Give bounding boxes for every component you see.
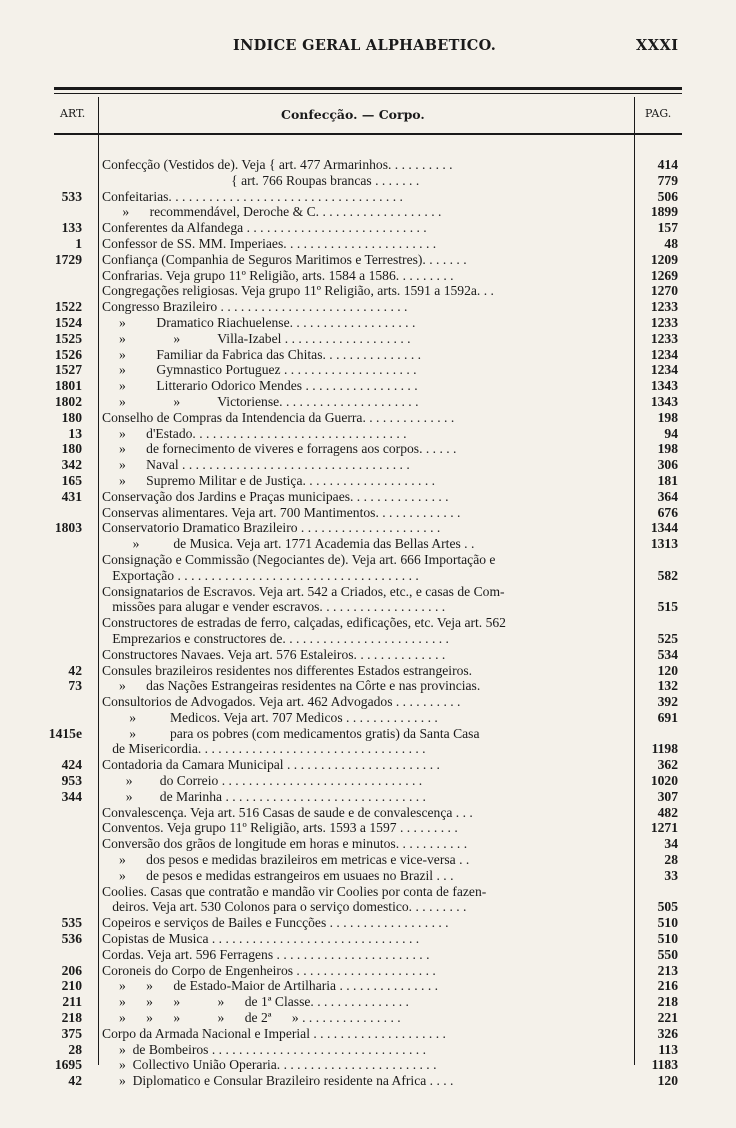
entry-text: » Familiar da Fabrica das Chitas. . . . . . . . . . . . . . . [102,346,422,362]
index-entry [0,978,736,994]
index-entry [0,236,736,252]
index-entry [0,773,736,789]
entry-art-number: 536 [61,931,82,947]
entry-page: 326 [657,1025,678,1041]
entry-page: 525 [657,630,678,646]
entry-text: » do Correio . . . . . . . . . . . . . . . . . . . . . . . . . . . . . . [102,773,423,789]
index-entry [0,599,736,615]
entry-text: » » » » de 2ª » . . . . . . . . . . . . . . . [102,1010,401,1026]
entry-page: 28 [664,852,678,868]
index-entry [0,173,736,189]
entry-text: Consignatarios de Escravos. Veja art. 542 a Criados, etc., e casas de Com- [102,583,505,599]
entry-page: 505 [657,899,678,915]
index-entry [0,489,736,505]
entry-page: 113 [658,1041,678,1057]
entry-page: 218 [657,994,678,1010]
entry-text: Congregações religiosas. Veja grupo 11º Religião, arts. 1591 a 1592a. . . [102,283,494,299]
index-entry [0,836,736,852]
index-entry [0,1042,736,1058]
index-entry [0,994,736,1010]
entry-page: 1233 [650,330,678,346]
entry-text: » » Victoriense. . . . . . . . . . . . . . . . . . . . . [102,393,419,409]
entry-text: de Misericordia. . . . . . . . . . . . . . . . . . . . . . . . . . . . . . . . . . [102,741,426,757]
entry-art-number: 133 [61,220,82,236]
top-rule-thick [54,87,682,90]
entry-art-number: 1803 [54,520,82,536]
entry-art-number: 1801 [54,378,82,394]
entry-text: » » de Estado-Maior de Artilharia . . . . . . . . . . . . . . . [102,978,439,994]
entry-page: 550 [657,946,678,962]
entry-page: 1343 [650,378,678,394]
entry-page: 364 [657,488,678,504]
index-entry [0,963,736,979]
entry-text: » Naval . . . . . . . . . . . . . . . . . . . . . . . . . . . . . . . . . . [102,457,410,473]
entry-text: » d'Estado. . . . . . . . . . . . . . . . . . . . . . . . . . . . . . . . [102,425,407,441]
entry-text: Conversão dos grãos de longitude em horas e minutos. . . . . . . . . . . [102,836,468,852]
entry-art-number: 1802 [54,393,82,409]
entry-art-number: 953 [61,773,82,789]
entry-page: 414 [657,157,678,172]
entry-page: 306 [657,457,678,473]
entry-page: 94 [664,425,678,441]
index-entry [0,884,736,900]
index-entry [0,631,736,647]
entry-text: Confessor de SS. MM. Imperiaes. . . . . . . . . . . . . . . . . . . . . . . [102,235,437,251]
entry-text: » das Nações Estrangeiras residentes na Côrte e nas provincias. [102,678,481,694]
entry-text: Constructores de estradas de ferro, calçadas, edificações, etc. Veja art. 562 [102,615,506,631]
entry-text: Confeitarias. . . . . . . . . . . . . . . . . . . . . . . . . . . . . . . . . . . [102,188,403,204]
index-entry [0,157,736,173]
index-entry [0,252,736,268]
entry-page: 534 [657,646,678,662]
entry-page: 1899 [650,204,678,220]
index-entry [0,1057,736,1073]
entry-art-number: 218 [61,1010,82,1026]
index-list [0,157,736,1089]
entry-text: » » » » de 1ª Classe. . . . . . . . . . . . . . . [102,994,409,1010]
index-entry [0,457,736,473]
entry-page: 1234 [650,346,678,362]
entry-text: » recommendável, Deroche & C. . . . . . . . . . . . . . . . . . . [102,204,442,220]
entry-page: 362 [657,757,678,773]
index-entry [0,299,736,315]
entry-text: » Litterario Odorico Mendes . . . . . . . . . . . . . . . . . [102,378,418,394]
entry-page: 1020 [650,773,678,789]
column-header-art: ART. [60,107,86,120]
entry-art-number: 13 [68,425,82,441]
index-entry [0,1026,736,1042]
entry-page: 582 [657,567,678,583]
index-entry [0,899,736,915]
entry-page: 181 [657,472,678,488]
index-entry [0,268,736,284]
index-entry [0,663,736,679]
index-entry [0,1010,736,1026]
index-entry [0,283,736,299]
entry-text: » dos pesos e medidas brazileiros em metricas e vice-versa . . [102,852,470,868]
index-entry [0,378,736,394]
index-entry [0,915,736,931]
entry-text: Conselho de Compras da Intendencia da Guerra. . . . . . . . . . . . . . [102,409,455,425]
entry-art-number: 73 [68,678,82,694]
entry-page: 779 [657,172,678,188]
entry-text: Conventos. Veja grupo 11º Religião, arts. 1593 a 1597 . . . . . . . . . [102,820,458,836]
entry-text: Emprezarios e constructores de. . . . . . . . . . . . . . . . . . . . . . . . . [102,630,449,646]
index-entry [0,568,736,584]
index-entry [0,189,736,205]
index-entry [0,204,736,220]
top-rule-thin [54,93,682,94]
entry-text: » Diplomatico e Consular Brazileiro residente na Africa . . . . [102,1073,454,1089]
index-entry [0,362,736,378]
entry-art-number: 424 [61,757,82,773]
entry-page: 157 [657,220,678,236]
entry-page: 1233 [650,314,678,330]
entry-art-number: 1695 [54,1057,82,1073]
entry-page: 510 [657,915,678,931]
entry-text: Confrarias. Veja grupo 11º Religião, arts. 1584 a 1586. . . . . . . . . [102,267,454,283]
entry-page: 510 [657,931,678,947]
index-entry [0,220,736,236]
index-entry [0,1073,736,1089]
entry-art-number: 180 [61,409,82,425]
entry-page: 1343 [650,393,678,409]
entry-art-number: 533 [61,188,82,204]
entry-art-number: 1522 [54,299,82,315]
index-entry [0,584,736,600]
entry-page: 1269 [650,267,678,283]
index-entry [0,868,736,884]
entry-page: 1344 [650,520,678,536]
entry-page: 1313 [650,536,678,552]
entry-page: 515 [657,599,678,615]
entry-text: Copeiros e serviços de Bailes e Funcções . . . . . . . . . . . . . . . . . . [102,915,449,931]
entry-text: Consultorios de Advogados. Veja art. 462 Advogados . . . . . . . . . . [102,694,461,710]
index-entry [0,331,736,347]
entry-page: 34 [664,836,678,852]
index-entry [0,741,736,757]
entry-text: Confecção (Vestidos de). Veja { art. 477 Armarinhos. . . . . . . . . . [102,157,453,172]
entry-text: » de pesos e medidas estrangeiros em usuaes no Brazil . . . [102,867,454,883]
entry-page: 198 [657,441,678,457]
index-entry [0,473,736,489]
index-entry [0,552,736,568]
index-entry [0,410,736,426]
entry-page: 213 [657,962,678,978]
entry-text: Consules brazileiros residentes nos differentes Estados estrangeiros. [102,662,473,678]
entry-text: » de fornecimento de viveres e forragens aos corpos. . . . . . [102,441,457,457]
entry-art-number: 535 [61,915,82,931]
index-entry [0,694,736,710]
page-number: XXXI [636,37,679,54]
index-entry [0,789,736,805]
entry-art-number: 375 [61,1025,82,1041]
index-entry [0,520,736,536]
entry-page: 676 [657,504,678,520]
index-entry [0,931,736,947]
entry-text: Conservação dos Jardins e Praças municipaes. . . . . . . . . . . . . . . [102,488,449,504]
entry-art-number: 1729 [54,251,82,267]
entry-text: Corpo da Armada Nacional e Imperial . . . . . . . . . . . . . . . . . . . . [102,1025,446,1041]
entry-art-number: 211 [62,994,82,1010]
entry-page: 198 [657,409,678,425]
entry-art-number: 1525 [54,330,82,346]
entry-text: Copistas de Musica . . . . . . . . . . . . . . . . . . . . . . . . . . . . . . . [102,931,420,947]
entry-page: 482 [657,804,678,820]
index-entry [0,315,736,331]
index-entry [0,820,736,836]
entry-page: 216 [657,978,678,994]
entry-page: 1270 [650,283,678,299]
entry-text: » Medicos. Veja art. 707 Medicos . . . . . . . . . . . . . . [102,709,438,725]
entry-art-number: 1526 [54,346,82,362]
entry-art-number: 1 [75,235,82,251]
entry-page: 1233 [650,299,678,315]
entry-page: 506 [657,188,678,204]
entry-art-number: 210 [61,978,82,994]
entry-text: » de Marinha . . . . . . . . . . . . . . . . . . . . . . . . . . . . . . [102,788,426,804]
entry-text: Conferentes da Alfandega . . . . . . . . . . . . . . . . . . . . . . . . . . . [102,220,427,236]
entry-art-number: 206 [61,962,82,978]
entry-page: 1183 [651,1057,678,1073]
entry-text: { art. 766 Roupas brancas . . . . . . . [102,172,420,188]
index-entry [0,441,736,457]
entry-art-number: 344 [61,788,82,804]
entry-page: 1209 [650,251,678,267]
entry-page: 691 [657,709,678,725]
page-header [0,37,736,59]
entry-text: Conservatorio Dramatico Brazileiro . . . . . . . . . . . . . . . . . . . . . [102,520,441,536]
entry-text: » » Villa-Izabel . . . . . . . . . . . . . . . . . . . [102,330,411,346]
column-header-section: Confecção. — Corpo. [281,107,425,122]
index-entry [0,710,736,726]
index-entry [0,757,736,773]
entry-text: » Collectivo União Operaria. . . . . . . . . . . . . . . . . . . . . . . . [102,1057,437,1073]
entry-text: » Gymnastico Portuguez . . . . . . . . . . . . . . . . . . . . [102,362,417,378]
entry-page: 132 [657,678,678,694]
entry-text: Constructores Navaes. Veja art. 576 Estaleiros. . . . . . . . . . . . . . [102,646,446,662]
entry-text: Convalescença. Veja art. 516 Casas de saude e de convalescença . . . [102,804,473,820]
entry-text: Coolies. Casas que contratão e mandão vir Coolies por conta de fazen- [102,883,487,899]
entry-text: Consignação e Commissão (Negociantes de). Veja art. 666 Importação e [102,551,496,567]
index-entry [0,726,736,742]
entry-art-number: 42 [68,662,82,678]
entry-page: 120 [657,662,678,678]
entry-page: 1271 [650,820,678,836]
index-entry [0,647,736,663]
page-title: INDICE GERAL ALPHABETICO. [233,37,497,54]
entry-text: Exportação . . . . . . . . . . . . . . . . . . . . . . . . . . . . . . . . . . . . [102,567,419,583]
index-entry [0,615,736,631]
entry-text: Congresso Brazileiro . . . . . . . . . . . . . . . . . . . . . . . . . . . . [102,299,408,315]
entry-art-number: 431 [61,488,82,504]
entry-art-number: 1415e [48,725,82,741]
entry-art-number: 42 [68,1073,82,1089]
entry-text: » para os pobres (com medicamentos gratis) da Santa Casa [102,725,480,741]
index-entry [0,394,736,410]
index-entry [0,678,736,694]
column-header-pag: PAG. [645,107,672,120]
entry-text: deiros. Veja art. 530 Colonos para o serviço domestico. . . . . . . . . [102,899,467,915]
entry-text: missões para alugar e vender escravos. . . . . . . . . . . . . . . . . . . [102,599,446,615]
index-entry [0,347,736,363]
index-entry [0,805,736,821]
index-entry [0,426,736,442]
entry-page: 33 [664,867,678,883]
index-entry [0,947,736,963]
entry-art-number: 165 [61,472,82,488]
entry-page: 48 [664,235,678,251]
entry-text: Coroneis do Corpo de Engenheiros . . . . . . . . . . . . . . . . . . . . . [102,962,436,978]
entry-art-number: 180 [61,441,82,457]
entry-art-number: 1527 [54,362,82,378]
entry-text: » Supremo Militar e de Justiça. . . . . . . . . . . . . . . . . . . . [102,472,436,488]
entry-text: Conservas alimentares. Veja art. 700 Mantimentos. . . . . . . . . . . . . [102,504,461,520]
entry-text: Confiança (Companhia de Seguros Maritimos e Terrestres). . . . . . . [102,251,467,267]
entry-text: Contadoria da Camara Municipal . . . . . . . . . . . . . . . . . . . . . . . [102,757,440,773]
entry-page: 392 [657,694,678,710]
entry-text: » Dramatico Riachuelense. . . . . . . . . . . . . . . . . . . [102,314,416,330]
entry-art-number: 28 [68,1041,82,1057]
entry-text: » de Bombeiros . . . . . . . . . . . . . . . . . . . . . . . . . . . . . . . . [102,1041,426,1057]
index-entry [0,536,736,552]
entry-page: 1198 [651,741,678,757]
entry-page: 307 [657,788,678,804]
entry-text: Cordas. Veja art. 596 Ferragens . . . . . . . . . . . . . . . . . . . . . . . [102,946,430,962]
header-rule [54,133,682,135]
entry-page: 120 [657,1073,678,1089]
entry-text: » de Musica. Veja art. 1771 Academia das Bellas Artes . . [102,536,475,552]
entry-page: 1234 [650,362,678,378]
index-entry [0,505,736,521]
entry-art-number: 342 [61,457,82,473]
index-entry [0,852,736,868]
entry-page: 221 [657,1010,678,1026]
entry-art-number: 1524 [54,314,82,330]
